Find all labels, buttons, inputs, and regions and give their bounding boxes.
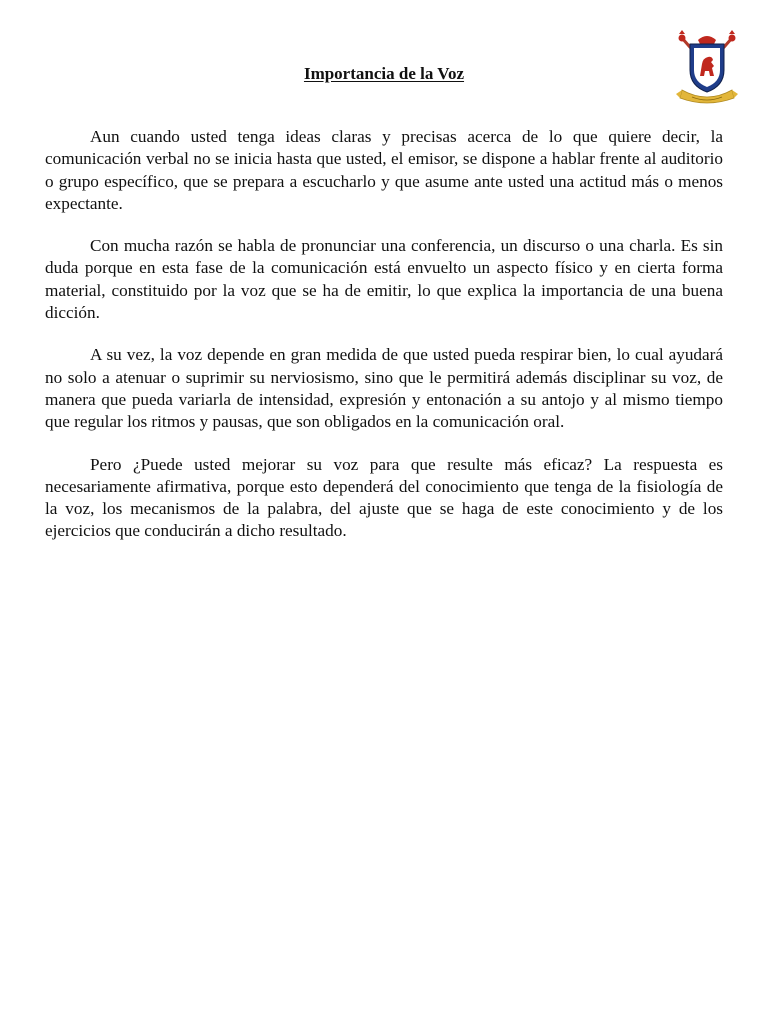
paragraph: Aun cuando usted tenga ideas claras y precisas acerca de lo que quiere decir, la comunicación verbal no se inicia hasta que usted, el emisor, se dispone a hablar frente al auditorio o grupo específico, que se prepara a escucharlo y que asume ante usted una actitud más o menos expectante. xyxy=(45,127,723,213)
paragraph: A su vez, la voz depende en gran medida de que usted pueda respirar bien, lo cual ayudará no solo a atenuar o suprimir su nerviosismo, sino que le permitirá además disciplinar su voz, de manera que pueda variarla de intensidad, expresión y entonación a su antojo y al mismo tiempo que regular los ritmos y pausas, que son obligados en la comunicación oral. xyxy=(45,345,723,432)
body-text xyxy=(45,126,723,563)
page-title: Importancia de la Voz xyxy=(303,64,465,83)
paragraph: Con mucha razón se habla de pronunciar una conferencia, un discurso o una charla. Es sin duda porque en esta fase de la comunicación está envuelto un aspecto físico y en cierta forma material, constituido por la voz que se ha de emitir, lo que explica la importancia de una buena dicción. xyxy=(45,236,723,323)
paragraph: Pero ¿Puede usted mejorar su voz para que resulte más eficaz? La respuesta es necesariamente afirmativa, porque esto dependerá del conocimiento que tenga de la fisiología de la voz, los mecanismos de la palabra, del ajuste que se haga de este conocimiento y de los ejercicios que conducirán a dicho resultado. xyxy=(45,454,723,541)
